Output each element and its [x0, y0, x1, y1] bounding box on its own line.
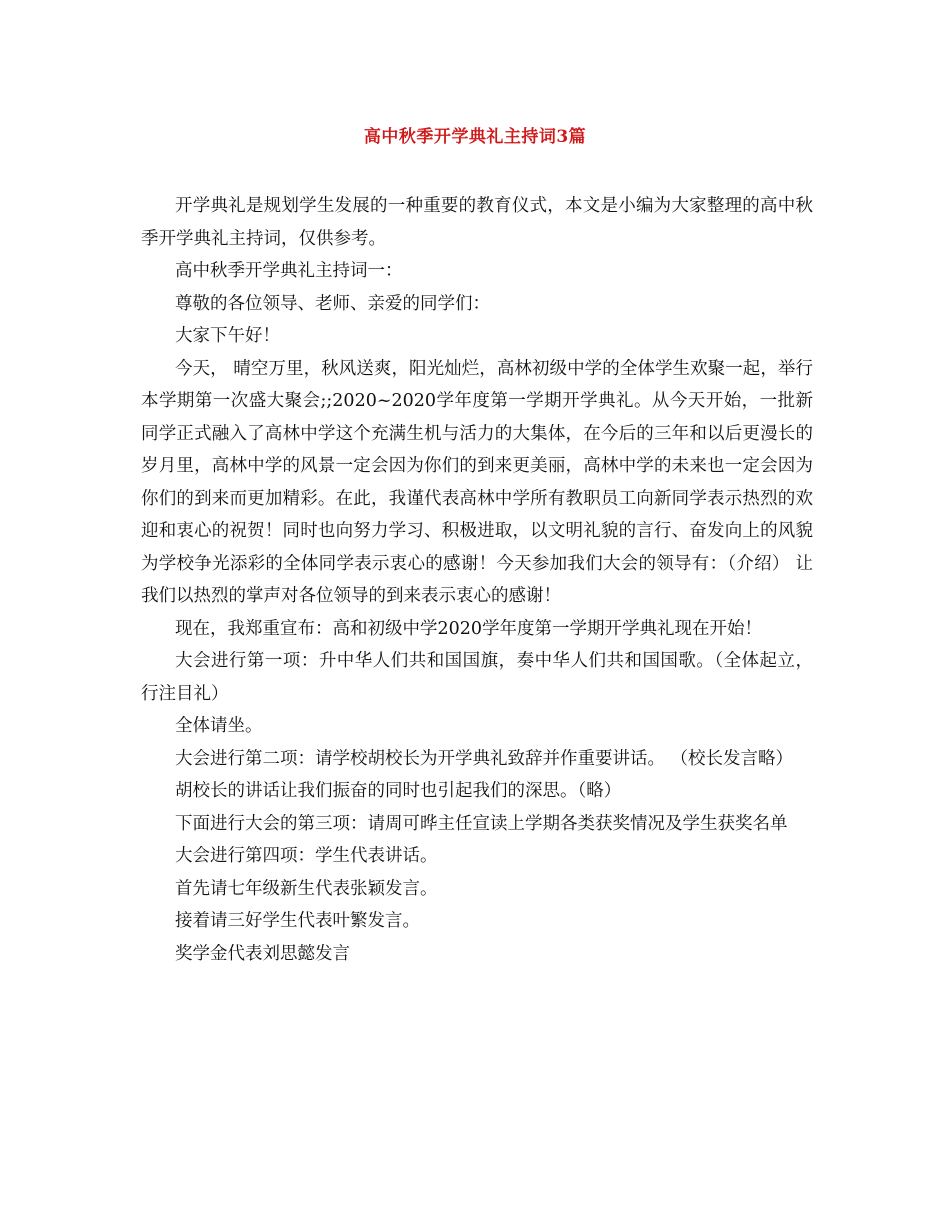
- paragraph-item-three: 下面进行大会的第三项：请周可晔主任宣读上学期各类获奖情况及学生获奖名单: [175, 813, 788, 834]
- paragraph-speaker-two: 接着请三好学生代表叶繁发言。: [175, 911, 420, 931]
- paragraph-speaker-one: 首先请七年级新生代表张颖发言。: [175, 878, 438, 899]
- document-body: [141, 190, 813, 970]
- paragraph-greeting: 大家下午好！: [175, 326, 280, 346]
- paragraph-be-seated: 全体请坐。: [175, 716, 263, 736]
- paragraph-intro: 开学典礼是规划学生发展的一种重要的教育仪式，本文是小编为大家整理的高中秋季开学典礼主持词，仅供参考。: [141, 196, 813, 249]
- document-title: 高中秋季开学典礼主持词3篇: [363, 127, 587, 147]
- paragraph-announcement: 现在，我郑重宣布：高和初级中学2020学年度第一学期开学典礼现在开始！: [175, 618, 763, 639]
- paragraph-item-two: 大会进行第二项：请学校胡校长为开学典礼致辞并作重要讲话。 （校长发言略）: [175, 748, 794, 769]
- paragraph-principal-remark: 胡校长的讲话让我们振奋的同时也引起我们的深思。（略）: [175, 781, 622, 801]
- paragraph-speaker-three: 奖学金代表刘思懿发言: [175, 943, 350, 964]
- paragraph-section-heading: 高中秋季开学典礼主持词一：: [175, 261, 403, 281]
- paragraph-salutation: 尊敬的各位领导、老师、亲爱的同学们：: [175, 293, 490, 314]
- paragraph-item-one: 大会进行第一项：升中华人们共和国国旗，奏中华人们共和国国歌。（全体起立，行注目礼）: [141, 651, 813, 704]
- paragraph-opening-speech: 今天， 晴空万里，秋风送爽，阳光灿烂，高林初级中学的全体学生欢聚一起，举行本学期第一次盛大聚会;;2020~2020学年度第一学期开学典礼。从今天开始，一批新同学正式融入了高林中学这个充满生机与活力的大集体，在今后的三年和以后更漫长的岁月里，高林中学的风景一定会因为你们的到来更美丽，高林中学的未来也一定会因为你们的到来而更加精彩。在此，我谨代表高林中学所有教职员工向新同学表示热烈的欢迎和衷心的祝贺！同时也向努力学习、积极进取，以文明礼貌的言行、奋发向上的风貌为学校争光添彩的全体同学表示衷心的感谢！今天参加我们大会的领导有：（介绍） 让我们以热烈的掌声对各位领导的到来表示衷心的感谢！: [141, 358, 813, 606]
- paragraph-item-four: 大会进行第四项：学生代表讲话。: [175, 846, 438, 866]
